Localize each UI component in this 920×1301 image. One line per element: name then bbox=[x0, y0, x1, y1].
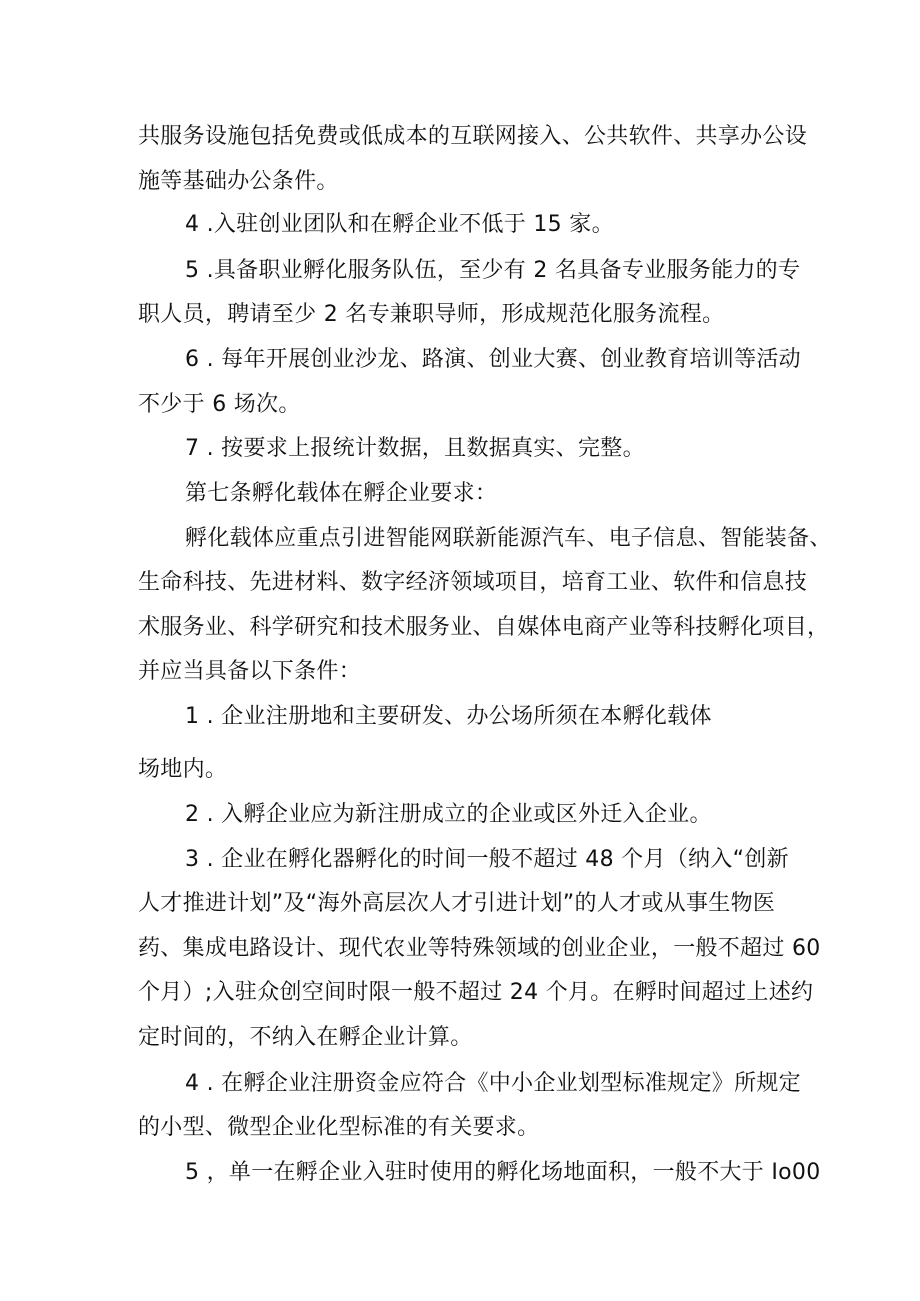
text-line: 3 . 企业在孵化器孵化的时间一般不超过 48 个月（纳入“创新 bbox=[185, 847, 789, 872]
text-line: 定时间的，不纳入在孵企业计算。 bbox=[138, 1025, 473, 1050]
text-line: 场地内。 bbox=[138, 757, 228, 782]
text-line: 职人员，聘请至少 2 名专兼职导师，形成规范化服务流程。 bbox=[138, 302, 725, 327]
text-line: 5 ，单一在孵企业入驻时使用的孵化场地面积，一般不大于 Io00 bbox=[185, 1160, 821, 1185]
text-line: 2 . 入孵企业应为新注册成立的企业或区外迁入企业。 bbox=[185, 802, 712, 827]
text-line: 不少于 6 场次。 bbox=[138, 392, 301, 417]
text-line: 施等基础办公条件。 bbox=[138, 169, 339, 194]
text-line: 个月）;入驻众创空间时限一般不超过 24 个月。在孵时间超过上述约 bbox=[138, 980, 814, 1005]
text-line: 6 . 每年开展创业沙龙、路演、创业大赛、创业教育培训等活动 bbox=[185, 347, 801, 372]
text-line: 1 . 企业注册地和主要研发、办公场所须在本孵化载体 bbox=[185, 704, 712, 729]
text-line: 5 .具备职业孵化服务队伍，至少有 2 名具备专业服务能力的专 bbox=[185, 258, 801, 283]
text-line: 生命科技、先进材料、数字经济领域项目，培育工业、软件和信息技 bbox=[138, 570, 808, 595]
text-line: 7 . 按要求上报统计数据，且数据真实、完整。 bbox=[185, 436, 645, 461]
text-line: 4 . 在孵企业注册资金应符合《中小企业划型标准规定》所规定 bbox=[185, 1071, 801, 1096]
text-line: 术服务业、科学研究和技术服务业、自媒体电商产业等科技孵化项目， bbox=[138, 615, 830, 640]
section-heading: 第七条孵化载体在孵企业要求： bbox=[185, 481, 498, 506]
text-line: 的小型、微型企业化型标准的有关要求。 bbox=[138, 1115, 540, 1140]
text-line: 药、集成电路设计、现代农业等特殊领域的创业企业，一般不超过 60 bbox=[138, 936, 821, 961]
text-line: 共服务设施包括免费或低成本的互联网接入、公共软件、共享办公设 bbox=[138, 124, 808, 149]
text-line: 人才推进计划”及“海外高层次人才引进计划”的人才或从事生物医 bbox=[138, 891, 776, 916]
text-line: 孵化载体应重点引进智能网联新能源汽车、电子信息、智能装备、 bbox=[185, 526, 832, 551]
text-line: 并应当具备以下条件： bbox=[138, 659, 362, 684]
text-line: 4 .入驻创业团队和在孵企业不低于 15 家。 bbox=[185, 212, 614, 237]
